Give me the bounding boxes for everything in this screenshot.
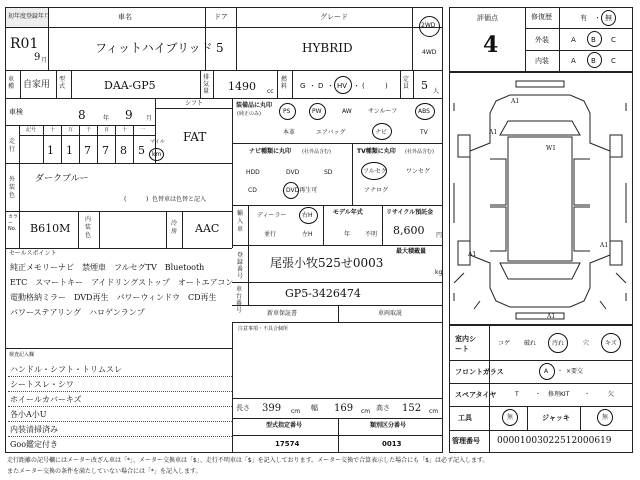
glass-label: フロントガラス xyxy=(455,368,504,376)
footer-line-1: 走行距離の記号欄にはメーター改ざん車は「*」、メーター交換車は「$」、走行不明車は「$」を記入しております。メーター交換で合算表示した場合にも「$」は必ず記入します。 xyxy=(7,457,489,464)
model-year-unknown: 不明 xyxy=(365,231,378,238)
width: 169 xyxy=(334,403,354,414)
fuel-label: 燃料 xyxy=(281,76,288,90)
cap-unit: 人 xyxy=(433,88,440,95)
recycle-unit: 円 xyxy=(436,232,443,239)
sales-point-2: ETC スマートキー アイドリングストップ オートエアコン xyxy=(10,278,234,287)
mgmt-label: 管理番号 xyxy=(452,437,480,445)
damage-label-3: A1 xyxy=(468,251,477,258)
sales-point-4: パワーステアリング ハロゲンランプ xyxy=(10,308,145,317)
fuel-d: D xyxy=(318,82,324,90)
width-unit: cm xyxy=(361,408,371,415)
equip-airbag: エアバッグ xyxy=(316,129,346,136)
color-code-label: カラーNo. xyxy=(8,214,19,232)
inspector-line-1: ハンドル・シフト・トリムスレ xyxy=(10,365,122,374)
import-left: 左H xyxy=(302,231,313,238)
mileage-digit-4: 8 xyxy=(120,144,127,157)
shift-label: シフト xyxy=(185,100,204,107)
height: 152 xyxy=(402,403,422,414)
equip-abs: ABS xyxy=(418,108,430,115)
car-name: フィットハイブリッド xyxy=(95,41,213,55)
interior-grade-c: C xyxy=(611,57,616,65)
exterior-label: 外装 xyxy=(535,36,549,44)
grade-label: グレード xyxy=(320,13,348,21)
model-year-year: 年 xyxy=(344,231,351,238)
damage-label-2: A1 xyxy=(489,129,498,136)
inspector-line-2: シートスレ・シワ xyxy=(10,380,74,389)
car-name-label: 車名 xyxy=(118,13,132,21)
tv-sub: (社外品含む) xyxy=(405,149,434,155)
model-label: 型式 xyxy=(59,76,66,90)
seat-scratch: キズ xyxy=(605,340,617,347)
model: DAA-GP5 xyxy=(104,79,156,92)
reg-year: R01 xyxy=(10,36,39,52)
tool-none: 無 xyxy=(507,414,514,421)
inspector-line-3: ホイールカバーキズ xyxy=(10,395,82,404)
cool: AAC xyxy=(195,222,220,235)
mileage-digit-2: 7 xyxy=(84,144,91,157)
seat-stain: 汚れ xyxy=(552,340,565,347)
tool-label: 工具 xyxy=(458,414,472,422)
glass-sep: ・ xyxy=(557,368,564,375)
length: 399 xyxy=(262,403,282,414)
class-label: 類別区分番号 xyxy=(370,422,407,429)
equip-navi: ナビ xyxy=(375,129,388,136)
import-dealer: ディーラー xyxy=(257,212,287,219)
shift: FAT xyxy=(183,130,207,144)
notes-label: 注意事項・不具合個所 xyxy=(238,326,289,332)
mileage-digit-1: 1 xyxy=(66,144,73,157)
max-load-label: 最大積載量 xyxy=(396,248,427,255)
exterior-grade-b: B xyxy=(591,36,596,44)
class-no: 0013 xyxy=(382,440,402,448)
repair-no: 無 xyxy=(605,14,612,22)
jack-none: 無 xyxy=(602,414,609,421)
registration-label: 登録番号 xyxy=(237,252,244,280)
equip-pw: PW xyxy=(312,108,322,115)
mileage-header-1: 一 xyxy=(140,127,146,133)
navi-dvd-play: DVD再生可 xyxy=(286,187,318,194)
drive-4wd: 4WD xyxy=(422,49,437,56)
damage-label-6: A1 xyxy=(547,313,556,320)
color-value: ダークブルー xyxy=(35,174,89,184)
cool-label: 冷房 xyxy=(171,220,178,235)
tv-oneseg: ワンセグ xyxy=(406,168,431,175)
mileage-header-1k: 千 xyxy=(86,127,92,133)
exterior-grade-c: C xyxy=(611,36,616,44)
navi-hdd: HDD xyxy=(246,169,260,176)
fuel-sep-1: ・ xyxy=(309,82,316,90)
color-note-paren-close: ) xyxy=(146,196,149,203)
vin-label: 車台番号 xyxy=(236,286,243,314)
mileage-header-10m: 十 xyxy=(50,127,56,133)
sales-points-label: セールスポイント xyxy=(9,250,57,257)
plate: 尾張小牧525せ0003 xyxy=(270,256,384,270)
import-label: 輸入車 xyxy=(237,210,244,233)
color-note-paren-open: ( xyxy=(124,196,127,203)
spare-t: T xyxy=(515,391,519,398)
inspection-month: 9 xyxy=(125,108,133,122)
manual-label: 車両取説 xyxy=(378,310,403,317)
score-label: 評価点 xyxy=(477,14,498,22)
spare-kit: 修理KIT xyxy=(548,391,570,398)
navi-sub: (社外品含む) xyxy=(302,149,331,155)
glass-a: A xyxy=(544,368,549,375)
repair-yes: 有 xyxy=(580,14,587,22)
fuel-hv: HV xyxy=(337,82,348,90)
tv-analog: アナログ xyxy=(364,187,389,194)
car-damage-diagram xyxy=(450,73,632,324)
grade: HYBRID xyxy=(302,41,353,55)
damage-label-1: A1 xyxy=(511,98,520,105)
disp-unit: cc xyxy=(267,88,274,95)
equip-tv: TV xyxy=(420,129,428,136)
interior-grade-b: B xyxy=(591,57,596,65)
inspector-line-5: 内装清掃済み xyxy=(10,425,58,434)
model-year-label: モデル年式 xyxy=(333,209,363,216)
height-unit: cm xyxy=(429,408,439,415)
km-label: km xyxy=(152,151,162,158)
color-code: B610M xyxy=(30,222,71,235)
equip-leather: 本革 xyxy=(283,129,296,136)
mileage-digit-3: 7 xyxy=(102,144,109,157)
color-note: 色替車は色替と記入 xyxy=(152,196,207,203)
seat-hole: 穴 xyxy=(583,340,590,347)
mile-label: マイル xyxy=(150,139,165,145)
sales-point-1: 純正メモリーナビ 禁煙車 フルセグTV Bluetooth xyxy=(10,263,205,272)
color-label: 外装色 xyxy=(9,176,16,199)
inspection-year: 8 xyxy=(78,108,86,122)
equipment-sub: (純正のみ) xyxy=(237,111,261,117)
exterior-grade-a: A xyxy=(571,36,576,44)
spare-label: スペアタイヤ xyxy=(455,391,497,399)
navi-dvd: DVD xyxy=(286,169,300,176)
import-right: 右H xyxy=(302,212,313,219)
type-label: 型式指定番号 xyxy=(266,422,303,429)
capacity: 5 xyxy=(421,79,428,92)
damage-label-4: A1 xyxy=(600,242,609,249)
spare-sep-2: ・ xyxy=(584,391,591,398)
navi-cd: CD xyxy=(248,187,257,194)
interior-label: 内装 xyxy=(535,57,549,65)
inspection-label: 車検 xyxy=(9,108,23,116)
displacement: 1490 xyxy=(228,80,256,93)
spare-sep-1: ・ xyxy=(535,391,542,398)
tv-fullseg: フルセグ xyxy=(363,168,387,175)
inspector-line-6: Goo鑑定付き xyxy=(10,440,59,449)
fuel-g: G xyxy=(300,82,306,90)
mileage-header-10k: 万 xyxy=(68,127,74,133)
equip-sunroof: サンルーフ xyxy=(368,108,398,115)
import-parallel: 並行 xyxy=(264,231,277,238)
mileage-header-100: 百 xyxy=(104,127,110,133)
glass-replace: ×要交 xyxy=(566,368,584,375)
navi-label: ナビ種類に丸印 xyxy=(249,148,292,155)
recycle-label: リサイクル預託金 xyxy=(386,209,434,216)
mileage-header-10: 十 xyxy=(122,127,128,133)
equipment-label: 装備品に丸印 xyxy=(236,102,273,109)
footer-line-2: またメーター交換の条件を満たしていない場合には「*」を記入します。 xyxy=(7,468,202,475)
spare-none: 欠 xyxy=(608,391,615,398)
repair-sep: ・ xyxy=(594,14,601,22)
drive-2wd: 2WD xyxy=(421,22,436,29)
jack-label: ジャッキ xyxy=(542,414,570,422)
fuel-paren-open: ( xyxy=(362,82,365,90)
fuel-paren-close: ) xyxy=(385,82,388,90)
seat-label: 室内シート xyxy=(455,335,476,353)
disp-label: 排気量 xyxy=(203,74,210,95)
score: 4 xyxy=(483,32,499,58)
recycle: 8,600 xyxy=(393,224,425,237)
int-color-label: 内装色 xyxy=(85,216,92,239)
doors: 5 xyxy=(216,41,224,55)
use: 自家用 xyxy=(23,80,51,90)
mileage-digit-5: 5 xyxy=(138,144,145,157)
vin: GP5-3426474 xyxy=(285,287,361,300)
type-no: 17574 xyxy=(275,440,300,448)
seat-scorch: コゲ xyxy=(498,340,511,347)
navi-sd: SD xyxy=(324,169,333,176)
equip-ps: PS xyxy=(283,108,291,115)
width-label: 幅 xyxy=(311,404,318,412)
inspector-label: 検査記入欄 xyxy=(9,352,35,358)
reg-month-unit: 月 xyxy=(41,57,48,64)
inspection-year-unit: 年 xyxy=(103,115,110,122)
mileage-header-symbol: 記号 xyxy=(26,127,37,133)
mgmt-number: 00001003022512000619 xyxy=(497,436,612,446)
reg-month: 9 xyxy=(34,52,41,63)
inspector-line-4: 各小A小U xyxy=(10,410,47,419)
repair-label: 修復歴 xyxy=(531,13,552,21)
use-label: 車種 xyxy=(8,76,15,90)
reg-year-label: 初年度登録年月 xyxy=(8,13,51,20)
door-label: ドア xyxy=(214,13,228,21)
sales-point-3: 電動格納ミラー DVD再生 パワーウィンドウ CD再生 xyxy=(10,293,217,302)
equip-aw: AW xyxy=(342,108,352,115)
inspection-month-unit: 月 xyxy=(146,115,153,122)
seat-tear: 破れ xyxy=(524,340,537,347)
tv-label: TV種類に丸印 xyxy=(357,148,396,155)
warranty-label: 新車保証書 xyxy=(267,310,298,317)
mileage-label: 走行 xyxy=(9,138,16,153)
interior-grade-a: A xyxy=(571,57,576,65)
length-unit: cm xyxy=(291,408,301,415)
fuel-sep-2: ・ xyxy=(327,82,334,90)
cap-label: 定員 xyxy=(403,76,410,90)
max-load-unit: kg xyxy=(435,269,443,276)
damage-label-5: W1 xyxy=(546,145,556,152)
fuel-sep-3: ・ xyxy=(353,82,360,90)
height-label: 高さ xyxy=(376,404,390,412)
length-label: 長さ xyxy=(236,404,250,412)
mileage-symbol: 1 xyxy=(47,144,54,157)
